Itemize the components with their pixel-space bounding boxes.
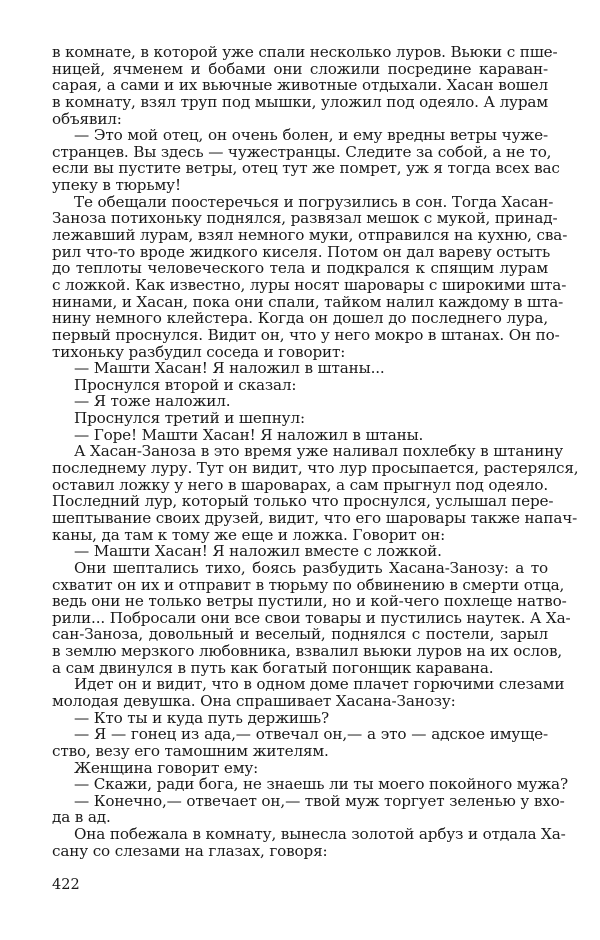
page-number: 422 (52, 877, 80, 893)
text-line: — Машти Хасан! Я наложил в штаны... (74, 359, 385, 378)
text-line: сан-Заноза, довольный и веселый, поднялся с постели, зарыл (52, 625, 548, 644)
text-line: — Кто ты и куда путь держишь? (74, 708, 329, 727)
text-line: Те обещали поостеречься и погрузились в сон. Тогда Хасан- (74, 192, 554, 211)
text-line: оставил ложку у него в шароварах, а сам прыгнул под одеяло. (52, 475, 548, 494)
text-line: схватит он их и отправит в тюрьму по обвинению в смерти отца, (52, 575, 565, 594)
text-line: шептывание своих друзей, видит, что его шаровары также напач- (52, 508, 578, 527)
text-line: нинами, и Хасан, пока они спали, тайком налил каждому в шта- (52, 292, 564, 311)
text-line: сану со слезами на глазах, говоря: (52, 841, 328, 860)
text-line: — Это мой отец, он очень болен, и ему вредны ветры чуже- (74, 126, 548, 145)
text-line: последнему луру. Тут он видит, что лур просыпается, растерялся, (52, 459, 579, 478)
text-line: до теплоты человеческого тела и подкрался к спящим лурам (52, 259, 548, 278)
text-line: Она побежала в комнату, вынесла золотой арбуз и отдала Ха- (74, 825, 566, 844)
text-line: — Я — гонец из ада,— отвечал он,— а это — адское имуще- (74, 725, 548, 744)
text-line: а сам двинулся в путь как богатый погонщик каравана. (52, 658, 494, 677)
text-line: ницей, ячменем и бобами они сложили посредине караван- (52, 59, 548, 78)
text-line: сарая, а сами и их вьючные животные отдыхали. Хасан вошел (52, 76, 548, 95)
text-line: Они шептались тихо, боясь разбудить Хасана-Занозу: а то (74, 558, 548, 577)
text-line: — Я тоже наложил. (74, 392, 231, 411)
text-line: в комнате, в которой уже спали несколько луров. Вьюки с пше- (52, 43, 558, 61)
text-line: — Машти Хасан! Я наложил вместе с ложкой. (74, 542, 442, 561)
text-line: Женщина говорит ему: (74, 758, 259, 777)
text-line: рил что-то вроде жидкого киселя. Потом он дал вареву остыть (52, 242, 551, 261)
text-line: Проснулся третий и шепнул: (74, 409, 305, 428)
text-line: ство, везу его тамошним жителям. (52, 741, 329, 760)
text-line: ведь они не только ветры пустили, но и кой-чего похлеще натво- (52, 592, 567, 611)
text-line: в землю мерзкого любовника, взвалил вьюки луров на их ослов, (52, 642, 563, 661)
text-line: Заноза потихоньку поднялся, развязал мешок с мукой, принад- (52, 209, 558, 228)
text-line: Последний лур, который только что проснулся, услышал пере- (52, 492, 554, 511)
text-line: — Скажи, ради бога, не знаешь ли ты моего покойного мужа? (74, 775, 568, 794)
text-line: да в ад. (52, 808, 111, 827)
text-line: если вы пустите ветры, отец тут же помрет, уж я тогда всех вас (52, 159, 560, 178)
text-line: упеку в тюрьму! (52, 176, 181, 195)
text-line: каны, да там к тому же еще и ложка. Говорит он: (52, 525, 446, 544)
text-line: объявил: (52, 109, 122, 128)
text-line: тихоньку разбудил соседа и говорит: (52, 342, 346, 361)
text-line: с ложкой. Как известно, луры носят шаровары с широкими шта- (52, 275, 567, 294)
text-line: Идет он и видит, что в одном доме плачет горючими слезами (74, 675, 565, 694)
text-line: А Хасан-Заноза в это время уже наливал похлебку в штанину (74, 442, 564, 461)
text-line: первый проснулся. Видит он, что у него мокро в штанах. Он по- (52, 325, 560, 344)
text-line: странцев. Вы здесь — чужестранцы. Следите за собой, а не то, (52, 142, 552, 161)
text-line: лежавший лурам, взял немного муки, отправился на кухню, сва- (52, 226, 568, 245)
text-line: — Конечно,— отвечает он,— твой муж торгует зеленью у вхо- (74, 791, 565, 810)
text-line: — Горе! Машти Хасан! Я наложил в штаны. (74, 425, 424, 444)
text-line: Проснулся второй и сказал: (74, 375, 297, 394)
text-line: молодая девушка. Она спрашивает Хасана-Занозу: (52, 691, 456, 710)
text-line: нину немного клейстера. Когда он дошел до последнего лура, (52, 309, 548, 328)
text-line: в комнату, взял труп под мышки, уложил под одеяло. А лурам (52, 92, 548, 111)
page-body-text (52, 43, 579, 860)
text-line: рили... Побросали они все свои товары и пустились наутек. А Ха- (52, 608, 571, 627)
